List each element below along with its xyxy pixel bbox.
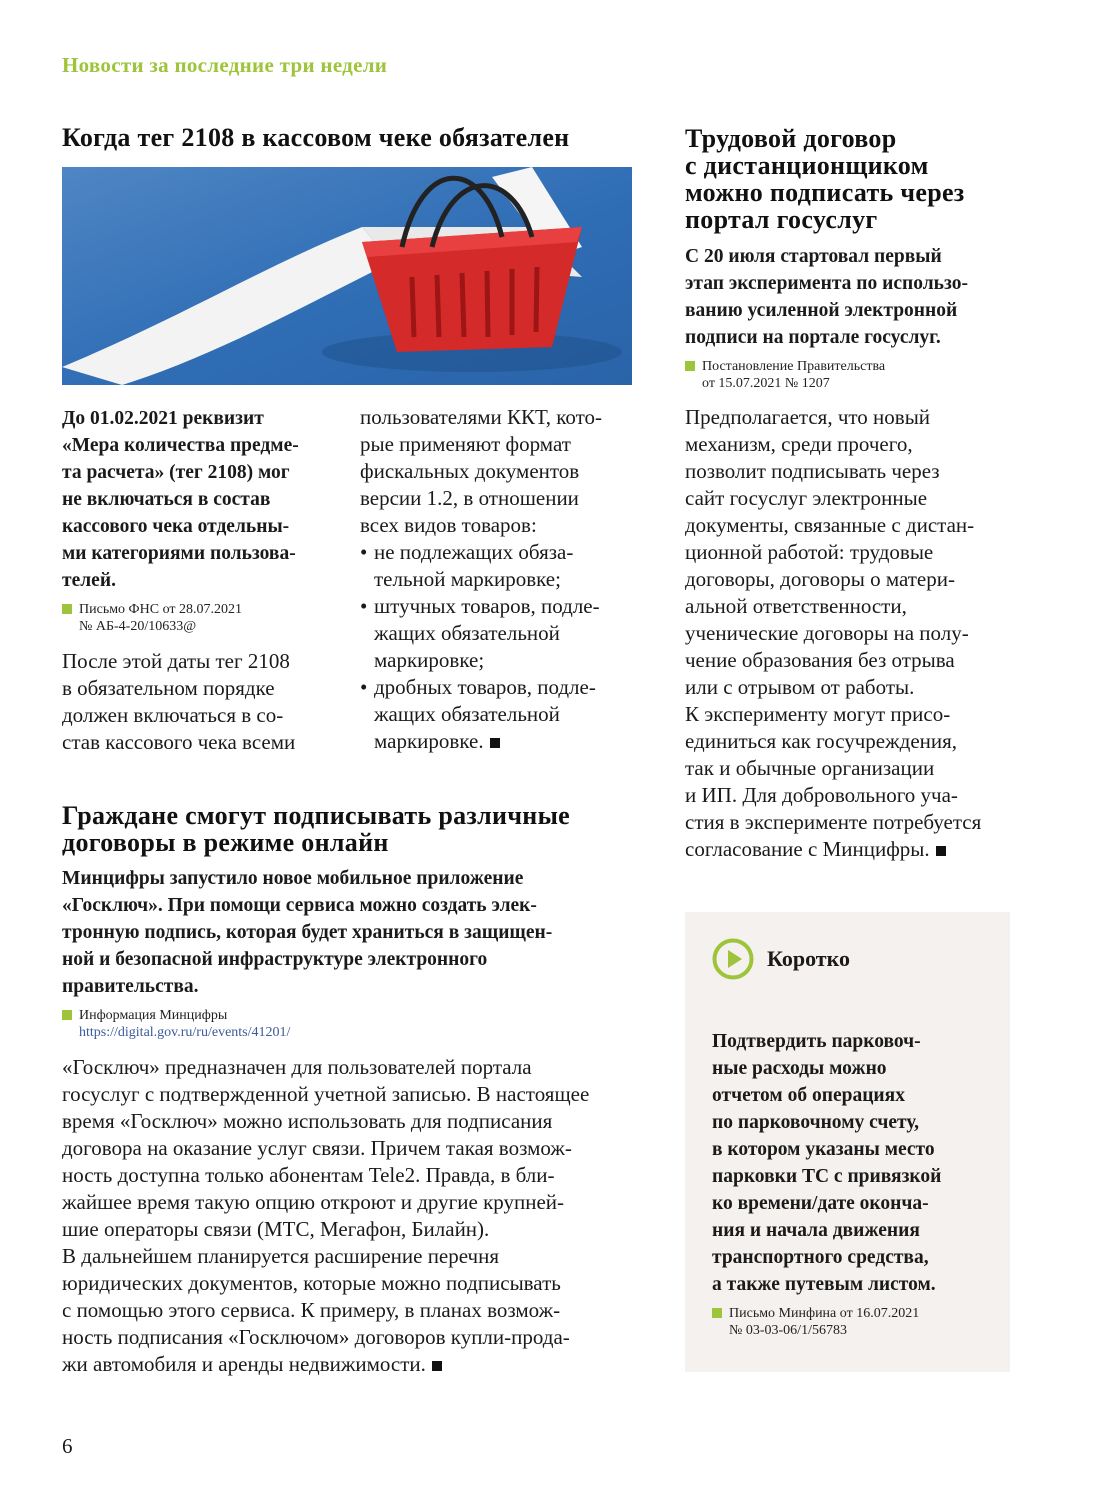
source-marker-icon (685, 361, 695, 371)
source-marker-icon (62, 604, 72, 614)
article1-title: Когда тег 2108 в кассовом чеке обязателен (62, 123, 570, 152)
receipt-basket-photo (62, 167, 632, 385)
text-line: ния и начала движения (712, 1220, 920, 1241)
source-marker-icon (62, 1010, 72, 1020)
text-line: время «Госключ» можно использовать для подписания (62, 1109, 553, 1133)
text-line: С 20 июля стартовал первый (685, 246, 942, 267)
brief-source (729, 1305, 919, 1339)
text-line: портал госуслуг (685, 205, 878, 234)
text-line: После этой даты тег 2108 (62, 649, 290, 673)
text-line: всех видов товаров: (360, 513, 537, 537)
text-line: стия в эксперименте потребуется (685, 810, 982, 834)
article3-lead (685, 243, 968, 351)
text-line: ность подписания «Госключом» договоров купли-прода- (62, 1325, 570, 1349)
text-line: а также путевым листом. (712, 1274, 936, 1295)
text-line: можно подписать через (685, 178, 965, 207)
text-line: по парковочному счету, (712, 1112, 920, 1133)
text-line: договора на оказание услуг связи. Причем такая возмож- (62, 1136, 572, 1160)
text-line: тронную подпись, которая будет храниться в защищен- (62, 922, 553, 943)
text-line: жащих обязательной (374, 621, 560, 645)
text-line: и ИП. Для добровольного уча- (685, 783, 958, 807)
article1-lead (62, 405, 299, 594)
text-line: дробных товаров, подле- (374, 675, 596, 699)
text-line: в котором указаны место (712, 1139, 935, 1160)
brief-text (712, 1028, 941, 1298)
text-line: В дальнейшем планируется расширение перечня (62, 1244, 500, 1268)
text-line: транспортного средства, (712, 1247, 929, 1268)
article3-body (685, 404, 981, 863)
text-line: жайшее время такую опцию откроют и другие крупней- (62, 1190, 565, 1214)
text-line: должен включаться в со- (62, 703, 284, 727)
end-of-article-icon (432, 1361, 442, 1371)
text-line: юридических документов, которые можно подписывать (62, 1271, 561, 1295)
text-line: Информация Минцифры (79, 1008, 228, 1023)
text-line: сайт госуслуг электронные (685, 486, 928, 510)
text-line: отчетом об операциях (712, 1085, 905, 1106)
text-line: в обязательном порядке (62, 676, 275, 700)
end-of-article-icon (936, 846, 946, 856)
text-line: № АБ-4-20/10633@ (79, 619, 197, 634)
text-line: «Госключ» предназначен для пользователей портала (62, 1055, 532, 1079)
article2-source (79, 1007, 290, 1041)
text-line: маркировке; (374, 648, 485, 672)
text-line: согласование с Минцифры. (685, 836, 981, 863)
text-line: «Мера количества предме- (62, 435, 299, 456)
text-line: жи автомобиля и аренды недвижимости. (62, 1351, 589, 1378)
text-line: ные расходы можно (712, 1058, 887, 1079)
text-line: версии 1.2, в отношении (360, 486, 579, 510)
article1-col2 (360, 404, 635, 755)
text-line: договоры, договоры о матери- (685, 567, 955, 591)
text-line: договоры в режиме онлайн (62, 828, 389, 857)
text-line: ванию усиленной электронной (685, 300, 958, 321)
text-line: № 03-03-06/1/56783 (729, 1323, 847, 1338)
brief-title: Коротко (767, 946, 850, 971)
text-line: не подлежащих обяза- (374, 540, 574, 564)
text-line: правительства. (62, 976, 199, 997)
text-line: шие операторы связи (МТС, Мегафон, Билайн). (62, 1217, 490, 1241)
text-line: документы, связанные с дистан- (685, 513, 975, 537)
text-line: До 01.02.2021 реквизит (62, 408, 264, 429)
page-number: 6 (62, 1434, 73, 1458)
text-line: парковки ТС с привязкой (712, 1166, 942, 1187)
source-marker-icon (712, 1308, 722, 1318)
text-line: Письмо Минфина от 16.07.2021 (729, 1306, 920, 1321)
article3-source (702, 358, 885, 392)
text-line: штучных товаров, подле- (374, 594, 600, 618)
text-line: тельной маркировке; (374, 567, 561, 591)
text-line: Письмо ФНС от 28.07.2021 (79, 602, 243, 617)
text-line: или с отрывом от работы. (685, 675, 915, 699)
play-circle-icon (712, 938, 754, 980)
text-line: ционной работой: трудовые (685, 540, 934, 564)
text-line: телей. (62, 570, 116, 591)
text-line: альной ответственности, (685, 594, 907, 618)
text-line: маркировке. (374, 728, 635, 755)
text-line: та расчета» (тег 2108) мог (62, 462, 290, 483)
text-line: не включаться в состав (62, 489, 271, 510)
text-line: так и обычные организации (685, 756, 935, 780)
bullet-icon: • (360, 540, 368, 564)
text-line: ной и безопасной инфраструктуре электронного (62, 949, 488, 970)
article2-body (62, 1054, 589, 1378)
text-line: рые применяют формат (360, 432, 571, 456)
source-link[interactable]: https://digital.gov.ru/ru/events/41201/ (79, 1025, 291, 1040)
text-line: Минцифры запустило новое мобильное приложение (62, 868, 524, 889)
text-line: Трудовой договор (685, 124, 897, 153)
text-line: «Госключ». При помощи сервиса можно создать элек- (62, 895, 537, 916)
article2-title (62, 802, 570, 856)
text-line: Предполагается, что новый (685, 405, 931, 429)
text-line: с дистанционщиком (685, 151, 929, 180)
bullet-icon: • (360, 675, 368, 699)
text-line: с помощью этого сервиса. К примеру, в планах возмож- (62, 1298, 561, 1322)
text-line: ность доступна только абонентам Tele2. Правда, в бли- (62, 1163, 555, 1187)
article3-title (685, 125, 965, 233)
article1-body (62, 648, 295, 756)
end-of-article-icon (490, 738, 500, 748)
text-line: чение образования без отрыва (685, 648, 955, 672)
article2-lead (62, 865, 552, 1000)
text-line: подписи на портале госуслуг. (685, 327, 941, 348)
text-line: став кассового чека всеми (62, 730, 296, 754)
text-line: механизм, среди прочего, (685, 432, 913, 456)
text-line: К эксперименту могут присо- (685, 702, 951, 726)
text-line: Постановление Правительства (702, 359, 886, 374)
text-line: Граждане смогут подписывать различные (62, 801, 571, 830)
text-line: ко времени/дате оконча- (712, 1193, 929, 1214)
text-line: позволит подписывать через (685, 459, 940, 483)
text-line: госуслуг с подтвержденной учетной записью. В настоящее (62, 1082, 590, 1106)
article1-source (79, 601, 242, 635)
text-line: Подтвердить парковоч- (712, 1031, 921, 1052)
text-line: фискальных документов (360, 459, 580, 483)
text-line: жащих обязательной (374, 702, 560, 726)
text-line: ми категориями пользова- (62, 543, 296, 564)
section-title: Новости за последние три недели (62, 53, 388, 77)
text-line: от 15.07.2021 № 1207 (702, 376, 830, 391)
bullet-icon: • (360, 594, 368, 618)
text-line: единиться как госучреждения, (685, 729, 958, 753)
text-line: кассового чека отдельны- (62, 516, 290, 537)
text-line: этап эксперимента по использо- (685, 273, 968, 294)
text-line: пользователями ККТ, кото- (360, 405, 603, 429)
text-line: ученические договоры на полу- (685, 621, 969, 645)
brief-box (685, 912, 1010, 1372)
